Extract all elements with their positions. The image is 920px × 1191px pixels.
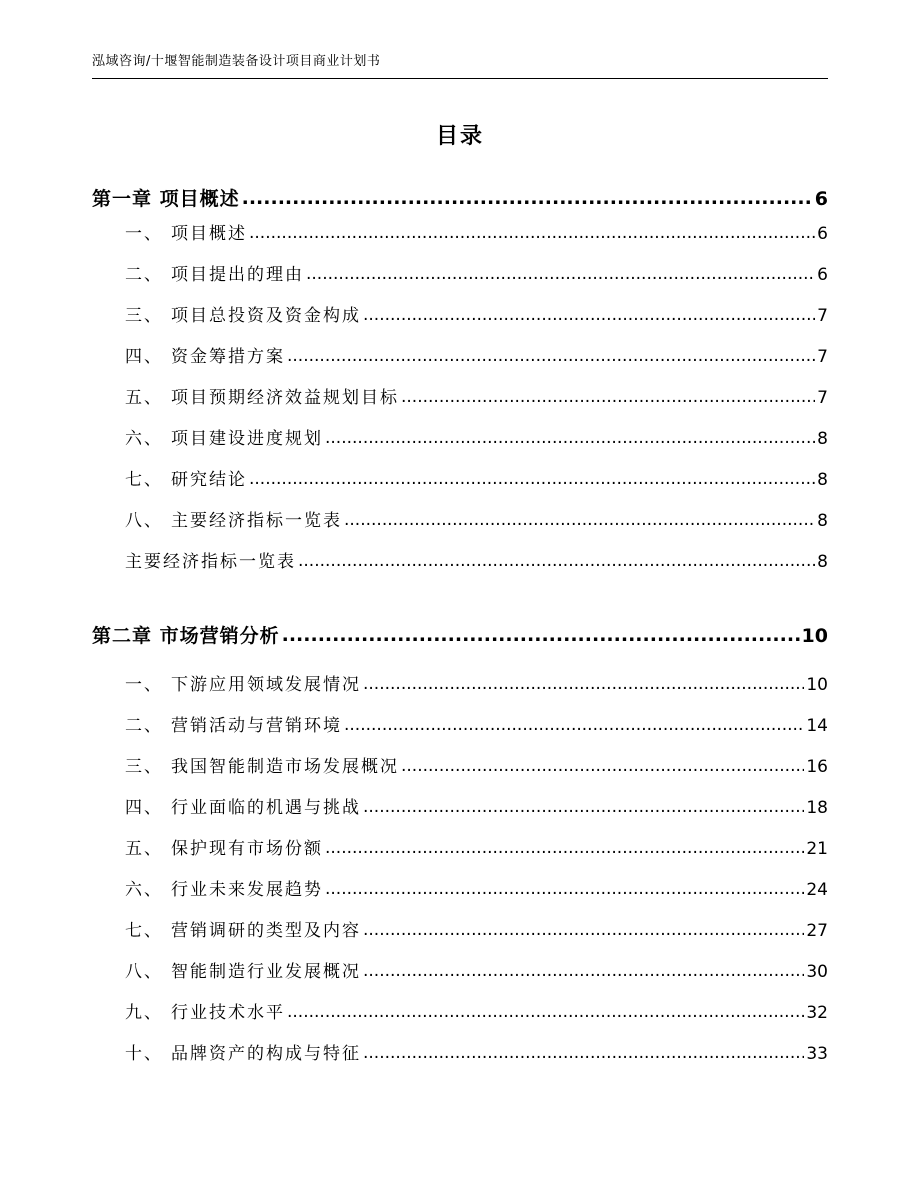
toc-entry[interactable]: [125, 670, 828, 695]
toc-entry-number: 四、: [125, 798, 163, 818]
toc-page-number: 21: [806, 839, 828, 859]
toc-leader-dots: [242, 187, 813, 209]
toc-entry-number: 五、: [125, 839, 163, 859]
toc-chapter-label: 第二章 市场营销分析: [92, 625, 280, 647]
toc-entry-number: 九、: [125, 1003, 163, 1023]
toc-title: 目录: [435, 124, 484, 149]
toc-page-number: 6: [817, 224, 828, 244]
toc-page-number: 16: [806, 757, 828, 777]
running-header: 泓域咨询/十堰智能制造装备设计项目商业计划书: [92, 54, 381, 69]
toc-leader-dots: [287, 346, 815, 366]
toc-entry-number: 二、: [125, 716, 163, 736]
toc-entry-text: 项目预期经济效益规划目标: [171, 388, 399, 408]
toc-page-number: 30: [806, 962, 828, 982]
toc-entry[interactable]: [125, 465, 828, 490]
toc-entry[interactable]: [125, 998, 828, 1023]
header-divider: [92, 78, 828, 79]
toc-entry-text: 项目提出的理由: [171, 265, 304, 285]
toc-page-number: 33: [806, 1044, 828, 1064]
toc-chapter-1[interactable]: [92, 184, 828, 211]
toc-entry-text: 行业面临的机遇与挑战: [171, 798, 361, 818]
toc-entry[interactable]: [125, 424, 828, 449]
toc-entry-text: 保护现有市场份额: [171, 839, 323, 859]
toc-entry-text: 研究结论: [171, 470, 247, 490]
toc-entry-number: 二、: [125, 265, 163, 285]
toc-page-number: 7: [817, 388, 828, 408]
toc-leader-dots: [306, 264, 815, 284]
toc-chapter-2[interactable]: [92, 621, 828, 648]
toc-entry-text: 项目概述: [171, 224, 247, 244]
toc-entry-number: 六、: [125, 880, 163, 900]
toc-entry-text: 我国智能制造市场发展概况: [171, 757, 399, 777]
toc-entry[interactable]: [125, 506, 828, 531]
toc-entry[interactable]: [125, 793, 828, 818]
toc-entry[interactable]: [125, 342, 828, 367]
toc-entry-text: 行业技术水平: [171, 1003, 285, 1023]
toc-page-number: 27: [806, 921, 828, 941]
toc-entry[interactable]: [125, 383, 828, 408]
toc-entry-text: 品牌资产的构成与特征: [171, 1044, 361, 1064]
toc-leader-dots: [363, 797, 804, 817]
toc-leader-dots: [363, 1043, 804, 1063]
toc-entry[interactable]: [125, 916, 828, 941]
toc-page-number: 8: [817, 511, 828, 531]
toc-leader-dots: [249, 469, 815, 489]
toc-entry-text: 主要经济指标一览表: [125, 552, 296, 572]
toc-entry-number: 四、: [125, 347, 163, 367]
toc-entry-number: 七、: [125, 921, 163, 941]
toc-leader-dots: [344, 715, 804, 735]
toc-entry[interactable]: [125, 875, 828, 900]
toc-entry[interactable]: [125, 834, 828, 859]
toc-leader-dots: [325, 428, 815, 448]
toc-leader-dots: [401, 387, 815, 407]
toc-page-number: 8: [817, 552, 828, 572]
toc-entry-number: 十、: [125, 1044, 163, 1064]
toc-leader-dots: [282, 624, 800, 646]
toc-page-number: 10: [806, 675, 828, 695]
toc-chapter-label: 第一章 项目概述: [92, 188, 240, 210]
toc-entry-text: 主要经济指标一览表: [171, 511, 342, 531]
toc-entry[interactable]: [125, 957, 828, 982]
toc-entry-number: 八、: [125, 511, 163, 531]
toc-entry[interactable]: [125, 1039, 828, 1064]
toc-entry-text: 智能制造行业发展概况: [171, 962, 361, 982]
toc-entry-number: 八、: [125, 962, 163, 982]
toc-leader-dots: [325, 879, 804, 899]
toc-page-number: 18: [806, 798, 828, 818]
toc-entry-number: 三、: [125, 306, 163, 326]
toc-entry-number: 三、: [125, 757, 163, 777]
toc-entry[interactable]: [125, 260, 828, 285]
toc-page-number: 6: [817, 265, 828, 285]
toc-page-number: 10: [801, 625, 828, 647]
toc-entry-text: 资金筹措方案: [171, 347, 285, 367]
toc-leader-dots: [363, 920, 804, 940]
toc-entry-text: 下游应用领域发展情况: [171, 675, 361, 695]
toc-leader-dots: [344, 510, 815, 530]
toc-leader-dots: [287, 1002, 804, 1022]
toc-entry[interactable]: [125, 301, 828, 326]
toc-entry-text: 行业未来发展趋势: [171, 880, 323, 900]
toc-entry-text: 项目总投资及资金构成: [171, 306, 361, 326]
toc-entry-text: 营销调研的类型及内容: [171, 921, 361, 941]
toc-page-number: 14: [806, 716, 828, 736]
toc-page-number: 7: [817, 347, 828, 367]
toc-entry-number: 七、: [125, 470, 163, 490]
toc-leader-dots: [249, 223, 815, 243]
toc-page-number: 8: [817, 429, 828, 449]
toc-leader-dots: [401, 756, 804, 776]
toc-leader-dots: [298, 551, 815, 571]
toc-page-number: 32: [806, 1003, 828, 1023]
toc-entry-number: 一、: [125, 224, 163, 244]
toc-entry[interactable]: [125, 547, 828, 572]
toc-entry[interactable]: [125, 711, 828, 736]
toc-entry-text: 项目建设进度规划: [171, 429, 323, 449]
toc-entry[interactable]: [125, 752, 828, 777]
toc-entry-text: 营销活动与营销环境: [171, 716, 342, 736]
toc-entry-number: 五、: [125, 388, 163, 408]
toc-page-number: 24: [806, 880, 828, 900]
toc-entry-number: 六、: [125, 429, 163, 449]
toc-leader-dots: [325, 838, 804, 858]
toc-entry-number: 一、: [125, 675, 163, 695]
toc-page-number: 8: [817, 470, 828, 490]
toc-page-number: 7: [817, 306, 828, 326]
toc-leader-dots: [363, 961, 804, 981]
toc-leader-dots: [363, 305, 815, 325]
toc-leader-dots: [363, 674, 804, 694]
toc-entry[interactable]: [125, 219, 828, 244]
toc-page-number: 6: [814, 188, 828, 210]
